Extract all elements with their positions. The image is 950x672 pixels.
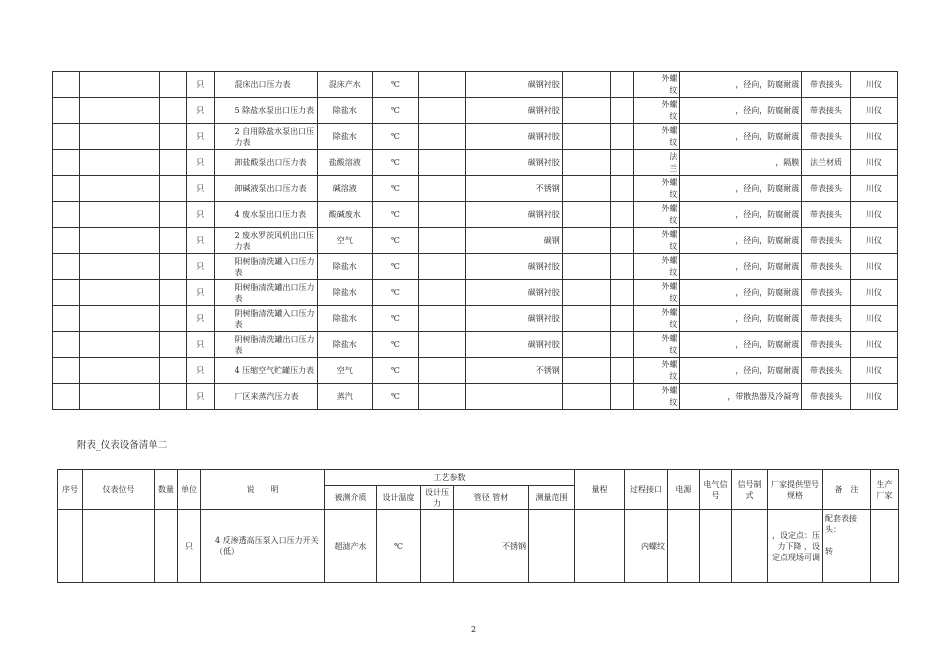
cell-span: [611, 98, 634, 124]
cell-seq: [53, 176, 80, 202]
conn-bottom-text: 纹: [669, 138, 678, 147]
cell-range: [562, 72, 610, 98]
header-meas-range: 测量范围: [529, 486, 575, 510]
cell-medium: 除盐水: [317, 98, 372, 124]
cell-qty: [159, 98, 186, 124]
conn-bottom-text: 纹: [669, 112, 678, 121]
conn-bottom-text: 纹: [669, 86, 678, 95]
cell-span: [611, 332, 634, 358]
cell-span: [611, 384, 634, 410]
cell-maker: 川仪: [850, 358, 897, 384]
cell-conn: [634, 332, 680, 358]
header-maker: 生产厂家: [871, 470, 899, 510]
cell-material: 碳钢衬胶: [466, 202, 563, 228]
cell-temp: ℃: [372, 72, 418, 98]
cell-temp: ℃: [372, 384, 418, 410]
cell-maker: 川仪: [850, 306, 897, 332]
cell-unit: 只: [187, 228, 214, 254]
cell-note: 带表接头: [802, 280, 850, 306]
cell-unit: 只: [187, 280, 214, 306]
table-row: [53, 254, 898, 280]
cell-note: 带表接头: [802, 384, 850, 410]
cell-note: 带表接头: [802, 176, 850, 202]
cell-tag: [80, 306, 159, 332]
cell-pressure: [418, 150, 465, 176]
table-row: [53, 280, 898, 306]
conn-top-text: 外螺: [661, 308, 678, 317]
cell-span: [611, 306, 634, 332]
cell-temp: ℃: [372, 124, 418, 150]
cell-range: [562, 124, 610, 150]
cell-span: [611, 124, 634, 150]
cell-maker: 川仪: [850, 98, 897, 124]
cell-pressure: [418, 98, 465, 124]
cell-remark: 配套表接头： 转: [823, 510, 871, 583]
cell-temp: ℃: [372, 98, 418, 124]
cell-qty: [159, 72, 186, 98]
cell-unit: 只: [187, 384, 214, 410]
table-row: [53, 228, 898, 254]
cell-material: 碳钢衬胶: [466, 98, 563, 124]
cell-tag: [80, 332, 159, 358]
cell-desc: 卸碱液泵出口压力表: [214, 176, 317, 202]
table-row: [53, 150, 898, 176]
conn-bottom-text: 纹: [669, 372, 678, 381]
cell-range: [529, 510, 575, 583]
cell-spec: ，设定点：压力下降 ，设定点现场可调: [768, 510, 823, 583]
header-desc: 说 明: [201, 470, 325, 510]
instrument-table-2: [57, 469, 899, 583]
cell-range: [562, 150, 610, 176]
cell-material: 不锈钢: [466, 358, 563, 384]
cell-temp: ℃: [372, 358, 418, 384]
cell-spec: ，径向，防腐耐震: [680, 358, 802, 384]
cell-maker: 川仪: [850, 150, 897, 176]
cell-spec: ，径向，防腐耐震: [680, 202, 802, 228]
conn-bottom-text: 纹: [669, 346, 678, 355]
cell-material: 碳钢衬胶: [466, 124, 563, 150]
cell-spec: ，径向，防腐耐震: [680, 254, 802, 280]
cell-spec: ，径向，防腐耐震: [680, 306, 802, 332]
cell-spec: ，隔膜: [680, 150, 802, 176]
cell-spec: ，径向，防腐耐震: [680, 280, 802, 306]
cell-desc: 阴树脂清洗罐出口压力表: [214, 332, 317, 358]
cell-material: 碳钢: [466, 228, 563, 254]
cell-qty: [159, 202, 186, 228]
cell-seq: [53, 280, 80, 306]
cell-conn: [634, 254, 680, 280]
conn-top-text: 外螺: [661, 282, 678, 291]
cell-conn: [634, 228, 680, 254]
cell-tag: [80, 72, 159, 98]
cell-medium: 碱溶液: [317, 176, 372, 202]
cell-tag: [80, 202, 159, 228]
cell-medium: 空气: [317, 228, 372, 254]
cell-medium: 空气: [317, 358, 372, 384]
conn-top-text: 法: [669, 152, 678, 161]
table-row: [53, 306, 898, 332]
cell-seq: [53, 124, 80, 150]
cell-pressure: [418, 358, 465, 384]
cell-unit: 只: [187, 358, 214, 384]
table-row: [53, 332, 898, 358]
cell-tag: [80, 150, 159, 176]
cell-desc: 2 废水罗茨风机出口压力表: [214, 228, 317, 254]
cell-span: [611, 176, 634, 202]
cell-material: 碳钢衬胶: [466, 280, 563, 306]
cell-range: [562, 280, 610, 306]
header-qty: 数量: [155, 470, 178, 510]
cell-range: [562, 306, 610, 332]
cell-unit: 只: [187, 202, 214, 228]
cell-material: 碳钢衬胶: [466, 332, 563, 358]
cell-seq: [53, 98, 80, 124]
cell-pressure: [418, 228, 465, 254]
cell-pressure: [418, 280, 465, 306]
header-signal-type: 信号制式: [732, 470, 768, 510]
table-caption: 附表_仪表设备清单二: [77, 440, 168, 451]
cell-span: [611, 358, 634, 384]
table-row: [53, 72, 898, 98]
cell-spec: ，径向，防腐耐震: [680, 228, 802, 254]
cell-tag: [80, 358, 159, 384]
cell-conn: [634, 202, 680, 228]
cell-medium: 除盐水: [317, 280, 372, 306]
cell-temp: ℃: [372, 202, 418, 228]
cell-conn: [634, 358, 680, 384]
cell-spec: ，径向，防腐耐震: [680, 332, 802, 358]
cell-desc: 4 反渗透高压泵入口压力开关（低）: [201, 510, 325, 583]
cell-medium: 除盐水: [317, 306, 372, 332]
cell-power: [668, 510, 700, 583]
cell-desc: 卸盐酸泵出口压力表: [214, 150, 317, 176]
cell-tag: [80, 176, 159, 202]
cell-seq: [53, 306, 80, 332]
cell-note: 带表接头: [802, 228, 850, 254]
cell-qty: [159, 254, 186, 280]
conn-top-text: 外螺: [661, 230, 678, 239]
cell-maker: 川仪: [850, 228, 897, 254]
cell-medium: 除盐水: [317, 254, 372, 280]
conn-top-text: 外螺: [661, 126, 678, 135]
cell-pressure: [418, 332, 465, 358]
cell-range: [562, 228, 610, 254]
cell-medium: 蒸汽: [317, 384, 372, 410]
cell-qty: [159, 280, 186, 306]
conn-bottom-text: 纹: [669, 320, 678, 329]
table-row: [53, 124, 898, 150]
header-signal: 电气信号: [700, 470, 732, 510]
cell-seq: [53, 150, 80, 176]
conn-bottom-text: 纹: [669, 294, 678, 303]
page-number: 2: [471, 625, 477, 634]
header-span: 量程: [575, 470, 625, 510]
cell-maker: [871, 510, 899, 583]
cell-spec: ，径向，防腐耐震: [680, 124, 802, 150]
cell-pressure: [418, 384, 465, 410]
header-power: 电源: [668, 470, 700, 510]
cell-spec: ，带散热器及冷凝弯: [680, 384, 802, 410]
cell-unit: 只: [187, 332, 214, 358]
cell-temp: ℃: [372, 176, 418, 202]
cell-maker: 川仪: [850, 202, 897, 228]
cell-maker: 川仪: [850, 124, 897, 150]
cell-maker: 川仪: [850, 72, 897, 98]
cell-note: 法兰材质: [802, 150, 850, 176]
cell-qty: [159, 306, 186, 332]
cell-conn: [634, 124, 680, 150]
conn-top-text: 外螺: [661, 360, 678, 369]
cell-desc: 阳树脂清洗罐出口压力表: [214, 280, 317, 306]
cell-medium: 超滤产水: [325, 510, 377, 583]
conn-top-text: 外螺: [661, 74, 678, 83]
cell-seq: [53, 358, 80, 384]
cell-material: [466, 384, 563, 410]
cell-conn: [634, 176, 680, 202]
cell-span: [611, 202, 634, 228]
cell-conn: [634, 280, 680, 306]
cell-medium: 除盐水: [317, 332, 372, 358]
header-medium: 被测介质: [325, 486, 377, 510]
cell-qty: [159, 150, 186, 176]
cell-pressure: [418, 176, 465, 202]
cell-conn: [634, 98, 680, 124]
cell-desc: 混床出口压力表: [214, 72, 317, 98]
conn-top-text: 外螺: [661, 386, 678, 395]
cell-pressure: [418, 254, 465, 280]
cell-conn: 内螺纹: [625, 510, 668, 583]
cell-seq: [53, 228, 80, 254]
cell-material: 碳钢衬胶: [466, 306, 563, 332]
cell-span: [611, 280, 634, 306]
conn-top-text: 外螺: [661, 100, 678, 109]
cell-conn: [634, 72, 680, 98]
cell-desc: 阴树脂清洗罐入口压力表: [214, 306, 317, 332]
cell-maker: 川仪: [850, 254, 897, 280]
cell-maker: 川仪: [850, 384, 897, 410]
cell-qty: [159, 124, 186, 150]
cell-tag: [80, 228, 159, 254]
cell-spec: ，径向，防腐耐震: [680, 98, 802, 124]
cell-range: [562, 176, 610, 202]
cell-spec: ，径向，防腐耐震: [680, 176, 802, 202]
cell-temp: ℃: [372, 254, 418, 280]
cell-range: [562, 332, 610, 358]
cell-qty: [159, 176, 186, 202]
cell-pressure: [418, 202, 465, 228]
cell-tag: [80, 254, 159, 280]
conn-top-text: 外螺: [661, 256, 678, 265]
cell-desc: 2 自用除盐水泵出口压力表: [214, 124, 317, 150]
cell-seq: [53, 332, 80, 358]
cell-range: [562, 384, 610, 410]
cell-unit: 只: [187, 72, 214, 98]
cell-note: 带表接头: [802, 254, 850, 280]
cell-unit: 只: [187, 98, 214, 124]
cell-desc: 阳树脂清洗罐入口压力表: [214, 254, 317, 280]
header-design-pressure: 设计压力: [421, 486, 454, 510]
table-row: [58, 510, 899, 583]
cell-temp: ℃: [372, 150, 418, 176]
cell-note: 带表接头: [802, 358, 850, 384]
cell-qty: [159, 332, 186, 358]
cell-desc: 5 除盐水泵出口压力表: [214, 98, 317, 124]
cell-temp: ℃: [372, 332, 418, 358]
conn-bottom-text: 纹: [669, 190, 678, 199]
cell-medium: 混床产水: [317, 72, 372, 98]
cell-note: 带表接头: [802, 124, 850, 150]
cell-unit: 只: [187, 124, 214, 150]
cell-material: 碳钢衬胶: [466, 254, 563, 280]
cell-tag: [83, 510, 155, 583]
table-row: [53, 202, 898, 228]
cell-seq: [53, 384, 80, 410]
cell-signal-type: [732, 510, 768, 583]
cell-temp: ℃: [372, 228, 418, 254]
cell-medium: 除盐水: [317, 124, 372, 150]
cell-material: 碳钢衬胶: [466, 150, 563, 176]
table-row: [53, 358, 898, 384]
cell-pressure: [418, 124, 465, 150]
header-design-temp: 设计温度: [377, 486, 421, 510]
cell-conn: [634, 384, 680, 410]
cell-span: [611, 228, 634, 254]
header-unit: 单位: [178, 470, 201, 510]
cell-qty: [155, 510, 178, 583]
cell-span: [575, 510, 625, 583]
cell-material: 不锈钢: [454, 510, 529, 583]
cell-pressure: [418, 306, 465, 332]
cell-conn: [634, 306, 680, 332]
cell-material: 碳钢衬胶: [466, 72, 563, 98]
cell-tag: [80, 280, 159, 306]
cell-unit: 只: [187, 150, 214, 176]
cell-seq: [53, 72, 80, 98]
header-seq: 序号: [58, 470, 83, 510]
header-process-params: 工艺参数: [325, 470, 575, 486]
cell-spec: ，径向，防腐耐震: [680, 72, 802, 98]
cell-tag: [80, 124, 159, 150]
cell-seq: [53, 202, 80, 228]
conn-top-text: 外螺: [661, 178, 678, 187]
cell-pressure: [421, 510, 454, 583]
header-pipe: 管径 管材: [454, 486, 529, 510]
cell-temp: ℃: [377, 510, 421, 583]
table-row: [53, 384, 898, 410]
cell-note: 带表接头: [802, 72, 850, 98]
conn-bottom-text: 纹: [669, 242, 678, 251]
cell-temp: ℃: [372, 306, 418, 332]
cell-maker: 川仪: [850, 176, 897, 202]
conn-bottom-text: 兰: [669, 164, 678, 173]
cell-signal: [700, 510, 732, 583]
cell-qty: [159, 358, 186, 384]
conn-bottom-text: 纹: [669, 216, 678, 225]
cell-seq: [58, 510, 83, 583]
cell-range: [562, 98, 610, 124]
conn-bottom-text: 纹: [669, 398, 678, 407]
cell-maker: 川仪: [850, 280, 897, 306]
cell-range: [562, 358, 610, 384]
cell-material: 不锈钢: [466, 176, 563, 202]
cell-span: [611, 150, 634, 176]
cell-qty: [159, 384, 186, 410]
cell-medium: 酸碱废水: [317, 202, 372, 228]
instrument-table-1: [52, 71, 898, 410]
cell-tag: [80, 98, 159, 124]
cell-desc: 4 压缩空气贮罐压力表: [214, 358, 317, 384]
cell-range: [562, 254, 610, 280]
cell-span: [611, 254, 634, 280]
cell-span: [611, 72, 634, 98]
cell-tag: [80, 384, 159, 410]
cell-range: [562, 202, 610, 228]
conn-bottom-text: 纹: [669, 268, 678, 277]
cell-note: 带表接头: [802, 202, 850, 228]
cell-medium: 盐酸溶液: [317, 150, 372, 176]
cell-seq: [53, 254, 80, 280]
conn-top-text: 外螺: [661, 204, 678, 213]
cell-unit: 只: [187, 176, 214, 202]
cell-note: 带表接头: [802, 332, 850, 358]
cell-qty: [159, 228, 186, 254]
cell-note: 带表接头: [802, 98, 850, 124]
cell-note: 带表接头: [802, 306, 850, 332]
cell-unit: 只: [178, 510, 201, 583]
cell-unit: 只: [187, 254, 214, 280]
cell-pressure: [418, 72, 465, 98]
header-vendor-model: 厂家提供型号规格: [768, 470, 823, 510]
header-conn: 过程接口: [625, 470, 668, 510]
conn-top-text: 外螺: [661, 334, 678, 343]
cell-desc: 厂区来蒸汽压力表: [214, 384, 317, 410]
header-tag: 仪表位号: [83, 470, 155, 510]
cell-maker: 川仪: [850, 332, 897, 358]
cell-conn: [634, 150, 680, 176]
table-row: [53, 98, 898, 124]
cell-unit: 只: [187, 306, 214, 332]
cell-temp: ℃: [372, 280, 418, 306]
table-row: [53, 176, 898, 202]
header-remark: 备 注: [823, 470, 871, 510]
cell-desc: 4 废水泵出口压力表: [214, 202, 317, 228]
